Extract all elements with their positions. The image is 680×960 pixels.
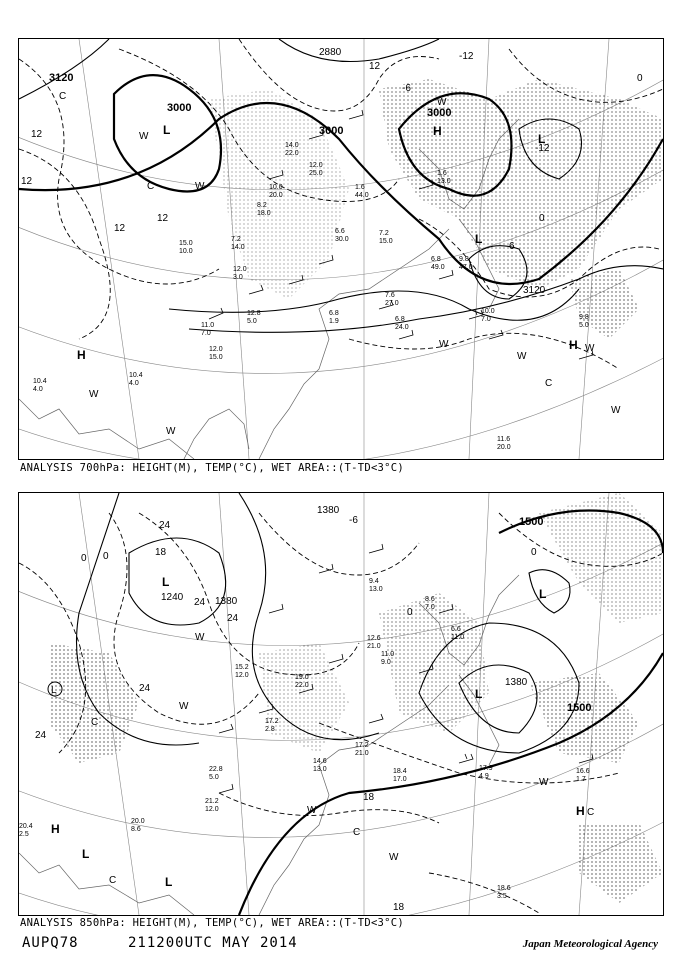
cold-symbol: C bbox=[545, 378, 553, 389]
high-pressure-symbol: H bbox=[51, 822, 60, 836]
low-pressure-symbol: L bbox=[475, 232, 483, 246]
station-dewpoint: 9.0 bbox=[381, 659, 391, 666]
station-dewpoint: 5.0 bbox=[247, 318, 257, 325]
station-temp: 12.6 bbox=[367, 635, 381, 642]
cold-symbol: C bbox=[91, 717, 99, 728]
cold-symbol: C bbox=[587, 807, 595, 818]
station-dewpoint: 5.0 bbox=[209, 774, 219, 781]
station-temp: 14.0 bbox=[285, 142, 299, 149]
warm-symbol: W bbox=[611, 405, 621, 416]
high-pressure-symbol: H bbox=[433, 124, 442, 138]
station-dewpoint: 3.5 bbox=[497, 893, 507, 900]
product-code: AUPQ78 bbox=[22, 935, 79, 951]
high-pressure-symbol: H bbox=[576, 804, 585, 818]
isotherm-label: -12 bbox=[535, 143, 550, 154]
station-temp: 6.8 bbox=[329, 310, 339, 317]
station-temp: 19.0 bbox=[295, 674, 309, 681]
station-dewpoint: 1.9 bbox=[329, 318, 339, 325]
height-label: 3000 bbox=[319, 125, 344, 137]
warm-symbol: W bbox=[166, 426, 176, 437]
station-dewpoint: 47.0 bbox=[459, 264, 473, 271]
height-label: 1380 bbox=[505, 677, 528, 688]
station-dewpoint: 12.0 bbox=[235, 672, 249, 679]
isotherm-label: 6 bbox=[509, 241, 515, 252]
height-label: 3000 bbox=[167, 102, 192, 114]
isotherm-label: 0 bbox=[103, 551, 109, 562]
height-label: 2880 bbox=[319, 47, 342, 58]
agency-name: Japan Meteorological Agency bbox=[522, 938, 658, 950]
station-dewpoint: 7.0 bbox=[201, 330, 211, 337]
station-temp: 16.6 bbox=[576, 768, 590, 775]
low-pressure-symbol: L bbox=[163, 123, 171, 137]
station-dewpoint: 2.8 bbox=[265, 726, 275, 733]
station-temp: 9.4 bbox=[369, 578, 379, 585]
station-dewpoint: 8.6 bbox=[131, 826, 141, 833]
station-dewpoint: 20.0 bbox=[269, 192, 283, 199]
wet-area-stipple bbox=[49, 493, 663, 903]
station-dewpoint: 12.0 bbox=[205, 806, 219, 813]
isotherm-label: 24 bbox=[194, 597, 206, 608]
station-temp: 11.0 bbox=[381, 651, 395, 658]
station-dewpoint: 17.0 bbox=[393, 776, 407, 783]
isotherm-label: 12 bbox=[114, 223, 126, 234]
warm-symbol: W bbox=[539, 777, 549, 788]
station-temp: 6.8 bbox=[431, 256, 441, 263]
station-temp: 14.6 bbox=[313, 758, 327, 765]
height-label: 1500 bbox=[567, 702, 592, 714]
warm-symbol: W bbox=[389, 852, 399, 863]
station-dewpoint: 13.0 bbox=[313, 766, 327, 773]
station-temp: 18.6 bbox=[497, 885, 511, 892]
station-temp: 12.0 bbox=[233, 266, 247, 273]
isotherm-label: 24 bbox=[35, 730, 47, 741]
station-temp: 6.6 bbox=[451, 626, 461, 633]
station-dewpoint: 4.0 bbox=[129, 380, 139, 387]
station-dewpoint: 15.0 bbox=[209, 354, 223, 361]
isotherm-label: 24 bbox=[159, 520, 171, 531]
warm-symbol: W bbox=[179, 701, 189, 712]
station-dewpoint: 49.0 bbox=[431, 264, 445, 271]
station-dewpoint: 11.0 bbox=[451, 634, 465, 641]
warm-symbol: W bbox=[139, 131, 149, 142]
station-dewpoint: 22.0 bbox=[285, 150, 299, 157]
station-dewpoint: 5.0 bbox=[579, 322, 589, 329]
warm-symbol: W bbox=[585, 343, 595, 354]
station-temp: 20.4 bbox=[19, 823, 33, 830]
low-pressure-symbol: L bbox=[82, 847, 90, 861]
isotherm-label: 18 bbox=[155, 547, 167, 558]
warm-symbol: W bbox=[89, 389, 99, 400]
station-temp: 10.4 bbox=[33, 378, 47, 385]
isotherm-label: 12 bbox=[21, 176, 33, 187]
station-dewpoint: 13.0 bbox=[369, 586, 383, 593]
station-dewpoint: 27.0 bbox=[385, 300, 399, 307]
high-pressure-symbol: H bbox=[569, 338, 578, 352]
station-temp: 9.8 bbox=[459, 256, 469, 263]
station-temp: 12.0 bbox=[309, 162, 323, 169]
map-panel-700hpa bbox=[18, 38, 664, 460]
station-temp: 15.2 bbox=[235, 664, 249, 671]
station-dewpoint: 7.0 bbox=[481, 316, 491, 323]
map-panel-850hpa bbox=[18, 492, 664, 916]
station-temp: 7.2 bbox=[231, 236, 241, 243]
warm-symbol: W bbox=[517, 351, 527, 362]
height-label: 1380 bbox=[317, 505, 340, 516]
station-temp: 15.0 bbox=[179, 240, 193, 247]
issue-datetime: 211200UTC MAY 2014 bbox=[128, 935, 298, 951]
high-pressure-symbol: H bbox=[77, 348, 86, 362]
station-temp: 10.4 bbox=[129, 372, 143, 379]
low-pressure-symbol: L bbox=[538, 132, 546, 146]
low-pressure-symbol: L bbox=[475, 687, 483, 701]
station-temp: 21.2 bbox=[205, 798, 219, 805]
height-label: 3000 bbox=[427, 107, 452, 119]
station-dewpoint: 21.0 bbox=[355, 750, 369, 757]
station-temp: 12.0 bbox=[209, 346, 223, 353]
height-label: 1240 bbox=[161, 592, 184, 603]
station-temp: 8.6 bbox=[425, 596, 435, 603]
isotherm-label: 12 bbox=[31, 129, 43, 140]
station-temp: 8.2 bbox=[257, 202, 267, 209]
station-temp: 17.9 bbox=[479, 765, 493, 772]
height-label: 3120 bbox=[523, 285, 546, 296]
warm-symbol: W bbox=[195, 632, 205, 643]
station-temp: 6.6 bbox=[335, 228, 345, 235]
isotherm-label: 18 bbox=[363, 792, 375, 803]
station-temp: 12.8 bbox=[247, 310, 261, 317]
cold-symbol: C bbox=[353, 827, 361, 838]
station-temp: 6.8 bbox=[395, 316, 405, 323]
station-temp: 17.2 bbox=[265, 718, 279, 725]
warm-symbol: W bbox=[307, 805, 317, 816]
isotherm-label: 24 bbox=[227, 613, 239, 624]
isotherm-label: 18 bbox=[393, 902, 405, 913]
station-dewpoint: 14.0 bbox=[231, 244, 245, 251]
station-temp: 1.6 bbox=[437, 170, 447, 177]
panel-850-caption: ANALYSIS 850hPa: HEIGHT(M), TEMP(°C), WET AREA::(T-TD<3°C) bbox=[20, 917, 405, 929]
station-dewpoint: 20.0 bbox=[497, 444, 511, 451]
station-dewpoint: 25.0 bbox=[309, 170, 323, 177]
station-dewpoint: 21.0 bbox=[367, 643, 381, 650]
station-temp: 18.4 bbox=[393, 768, 407, 775]
cold-symbol: C bbox=[59, 91, 67, 102]
map-850hpa-svg bbox=[19, 493, 663, 915]
warm-symbol: W bbox=[439, 339, 449, 350]
station-temp: 10.0 bbox=[481, 308, 495, 315]
isotherm-label: 0 bbox=[407, 607, 413, 618]
cold-symbol: C bbox=[147, 181, 155, 192]
station-temp: 17.2 bbox=[355, 742, 369, 749]
station-temp: 22.8 bbox=[209, 766, 223, 773]
low-pressure-symbol: L bbox=[51, 685, 57, 696]
low-pressure-symbol: L bbox=[165, 875, 173, 889]
low-pressure-symbol: L bbox=[539, 587, 547, 601]
map-700hpa-svg bbox=[19, 39, 663, 459]
isotherm-label: -12 bbox=[459, 51, 474, 62]
isotherm-label: 24 bbox=[139, 683, 151, 694]
height-label: 3120 bbox=[49, 72, 74, 84]
station-dewpoint: 22.0 bbox=[295, 682, 309, 689]
station-temp: 1.6 bbox=[355, 184, 365, 191]
isotherm-label: 0 bbox=[531, 547, 537, 558]
low-pressure-symbol: L bbox=[162, 575, 170, 589]
station-temp: 7.2 bbox=[379, 230, 389, 237]
warm-symbol: W bbox=[195, 181, 205, 192]
station-temp: 10.0 bbox=[269, 184, 283, 191]
isotherm-label: 12 bbox=[369, 61, 381, 72]
station-temp: 7.6 bbox=[385, 292, 395, 299]
warm-symbol: W bbox=[437, 97, 447, 108]
isotherm-label: 0 bbox=[81, 553, 87, 564]
station-temp: 11.0 bbox=[201, 322, 215, 329]
station-dewpoint: 24.0 bbox=[395, 324, 409, 331]
isotherm-label: 0 bbox=[637, 73, 643, 84]
panel-700-caption: ANALYSIS 700hPa: HEIGHT(M), TEMP(°C), WET AREA::(T-TD<3°C) bbox=[20, 462, 405, 474]
height-label: 1380 bbox=[215, 596, 238, 607]
isotherm-label: -6 bbox=[349, 515, 358, 526]
station-dewpoint: 15.0 bbox=[379, 238, 393, 245]
station-dewpoint: 2.5 bbox=[19, 831, 29, 838]
station-temp: 20.0 bbox=[131, 818, 145, 825]
station-dewpoint: 10.0 bbox=[179, 248, 193, 255]
isotherm-label: -6 bbox=[402, 83, 411, 94]
station-temp: 9.8 bbox=[579, 314, 589, 321]
station-dewpoint: 18.0 bbox=[257, 210, 271, 217]
isotherm-label: 12 bbox=[157, 213, 169, 224]
station-dewpoint: 30.0 bbox=[335, 236, 349, 243]
station-dewpoint: 44.0 bbox=[355, 192, 369, 199]
cold-symbol: C bbox=[109, 875, 117, 886]
station-dewpoint: 4.0 bbox=[33, 386, 43, 393]
station-temp: 11.6 bbox=[497, 436, 511, 443]
height-label: 1500 bbox=[519, 516, 544, 528]
station-dewpoint: 7.0 bbox=[425, 604, 435, 611]
isotherm-label: 0 bbox=[539, 213, 545, 224]
station-dewpoint: 4.9 bbox=[479, 773, 489, 780]
station-dewpoint: 3.0 bbox=[233, 274, 243, 281]
station-dewpoint: 1.7 bbox=[576, 776, 586, 783]
station-dewpoint: 13.0 bbox=[437, 178, 451, 185]
